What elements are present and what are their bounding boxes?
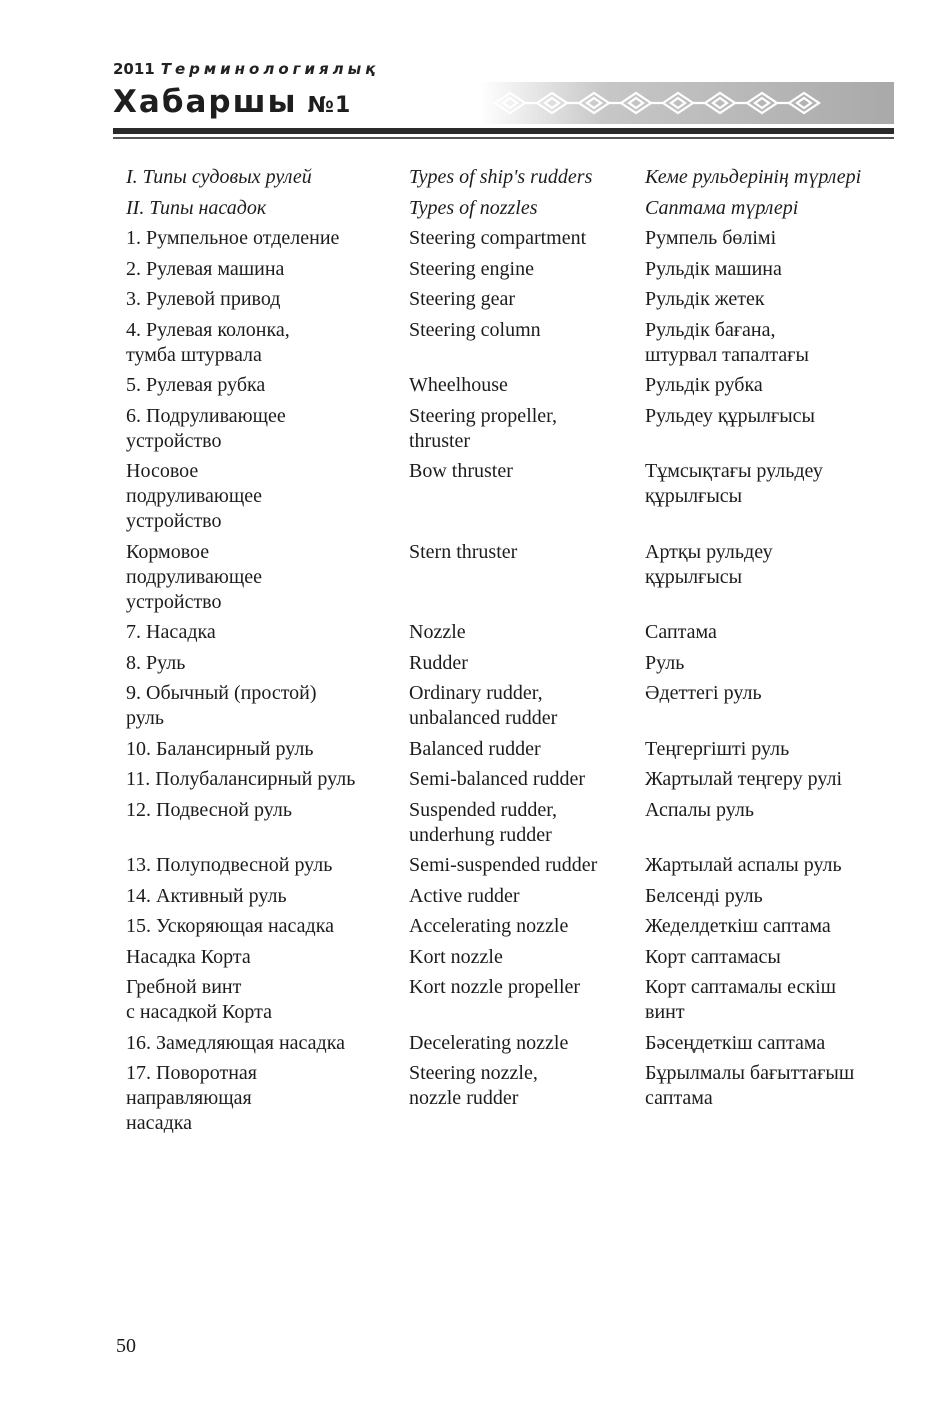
term-row <box>126 850 906 881</box>
term-english: Steering compartment <box>409 227 587 249</box>
term-kazakh: Белсенді руль <box>645 884 763 907</box>
term-english: Steering engine <box>409 257 534 280</box>
term-russian: 8. Руль <box>126 651 186 674</box>
header-series: Терминологиялық <box>160 60 380 78</box>
term-english: Kort nozzle propeller <box>409 976 581 998</box>
terms-table <box>126 162 906 1139</box>
term-kazakh: Рульдік рубка <box>645 374 763 396</box>
term-row <box>126 537 906 618</box>
term-row <box>126 734 906 765</box>
term-english: Nozzle <box>409 621 466 643</box>
term-row <box>126 401 906 457</box>
term-english: Wheelhouse <box>409 374 508 396</box>
term-english: Semi-suspended rudder <box>409 854 598 876</box>
term-row <box>126 942 906 973</box>
header-year-line <box>113 60 379 78</box>
term-english: Kort nozzle <box>409 945 503 968</box>
term-kazakh: Жартылай теңгеру рулі <box>645 768 843 790</box>
term-russian: Гребной винт с насадкой Корта <box>126 976 272 1023</box>
term-english: Active rudder <box>409 884 520 907</box>
term-russian: 7. Насадка <box>126 621 216 643</box>
term-row <box>126 911 906 942</box>
term-russian: 16. Замедляющая насадка <box>126 1031 345 1054</box>
header-title: Хабаршы <box>113 84 298 120</box>
term-kazakh: Кеме рульдерінің түрлері <box>645 166 862 188</box>
term-row <box>126 972 906 1028</box>
term-kazakh: Рульдеу құрылғысы <box>645 404 815 427</box>
term-english: Suspended rudder, underhung rudder <box>409 798 558 846</box>
term-russian: II. Типы насадок <box>126 196 267 219</box>
term-kazakh: Саптама түрлері <box>645 196 799 219</box>
term-kazakh: Жартылай аспалы руль <box>645 854 842 876</box>
term-russian: 12. Подвесной руль <box>126 798 292 821</box>
term-row <box>126 881 906 912</box>
term-russian: Носовое подруливающее устройство <box>126 460 262 532</box>
term-row <box>126 648 906 679</box>
term-english: Balanced rudder <box>409 737 541 760</box>
term-english: Types of nozzles <box>409 196 538 219</box>
term-row <box>126 617 906 648</box>
header-rule-thick <box>113 128 894 134</box>
term-kazakh: Бәсеңдеткіш саптама <box>645 1031 826 1054</box>
term-russian: 14. Активный руль <box>126 884 287 907</box>
term-kazakh: Тұмсықтағы рульдеу құрылғысы <box>645 460 823 507</box>
term-kazakh: Рульдік бағана, штурвал тапалтағы <box>645 318 809 366</box>
term-english: Decelerating nozzle <box>409 1031 569 1054</box>
term-row <box>126 764 906 795</box>
term-russian: 3. Рулевой привод <box>126 288 281 310</box>
term-russian: Кормовое подруливающее устройство <box>126 540 262 613</box>
term-russian: 4. Рулевая колонка, тумба штурвала <box>126 318 290 366</box>
term-kazakh: Жеделдеткіш саптама <box>645 915 831 937</box>
term-russian: 6. Подруливающее устройство <box>126 404 286 452</box>
term-row <box>126 1028 906 1059</box>
header-year: 2011 <box>113 60 155 78</box>
term-english: Steering gear <box>409 288 516 310</box>
term-russian: 5. Рулевая рубка <box>126 374 266 396</box>
term-row <box>126 370 906 401</box>
term-english: Steering propeller, thruster <box>409 404 558 452</box>
term-russian: I. Типы судовых рулей <box>126 166 312 188</box>
term-kazakh: Руль <box>645 651 685 674</box>
term-kazakh: Корт саптамасы <box>645 945 781 968</box>
term-row <box>126 254 906 285</box>
term-kazakh: Аспалы руль <box>645 798 754 821</box>
term-row <box>126 162 906 193</box>
ornament-pattern-icon <box>490 87 830 119</box>
term-kazakh: Румпель бөлімі <box>645 227 777 249</box>
header-title-line <box>113 84 351 120</box>
term-russian: 9. Обычный (простой) руль <box>126 682 317 729</box>
term-row <box>126 1058 906 1139</box>
term-row <box>126 456 906 537</box>
term-english: Types of ship's rudders <box>409 166 593 188</box>
term-row <box>126 315 906 371</box>
term-row <box>126 284 906 315</box>
term-row <box>126 223 906 254</box>
term-english: Steering column <box>409 318 541 341</box>
term-kazakh: Теңгергішті руль <box>645 737 790 760</box>
term-row <box>126 678 906 734</box>
term-russian: 1. Румпельное отделение <box>126 227 340 249</box>
term-russian: Насадка Корта <box>126 945 251 968</box>
term-row <box>126 795 906 851</box>
term-russian: 17. Поворотная направляющая насадка <box>126 1062 258 1134</box>
header-ornament <box>480 82 894 124</box>
term-kazakh: Әдеттегі руль <box>645 682 762 704</box>
term-english: Semi-balanced rudder <box>409 768 586 790</box>
term-kazakh: Бұрылмалы бағыттағыш саптама <box>645 1062 855 1109</box>
term-russian: 15. Ускоряющая насадка <box>126 915 334 937</box>
term-russian: 13. Полуподвесной руль <box>126 854 333 876</box>
header-rule-thin <box>113 137 894 139</box>
term-kazakh: Корт саптамалы ескіш винт <box>645 976 837 1023</box>
term-english: Stern thruster <box>409 540 518 563</box>
term-kazakh: Артқы рульдеу құрылғысы <box>645 540 773 588</box>
term-english: Steering nozzle, nozzle rudder <box>409 1062 538 1109</box>
term-english: Bow thruster <box>409 460 513 482</box>
term-kazakh: Рульдік машина <box>645 257 782 280</box>
term-english: Rudder <box>409 651 468 674</box>
term-russian: 2. Рулевая машина <box>126 257 285 280</box>
page-number: 50 <box>116 1335 136 1357</box>
term-kazakh: Рульдік жетек <box>645 288 765 310</box>
term-kazakh: Саптама <box>645 621 717 643</box>
term-russian: 11. Полубалансирный руль <box>126 768 356 790</box>
header-issue: №1 <box>307 93 352 118</box>
term-row <box>126 193 906 224</box>
term-english: Accelerating nozzle <box>409 915 569 937</box>
term-russian: 10. Балансирный руль <box>126 737 314 760</box>
term-english: Ordinary rudder, unbalanced rudder <box>409 682 558 729</box>
